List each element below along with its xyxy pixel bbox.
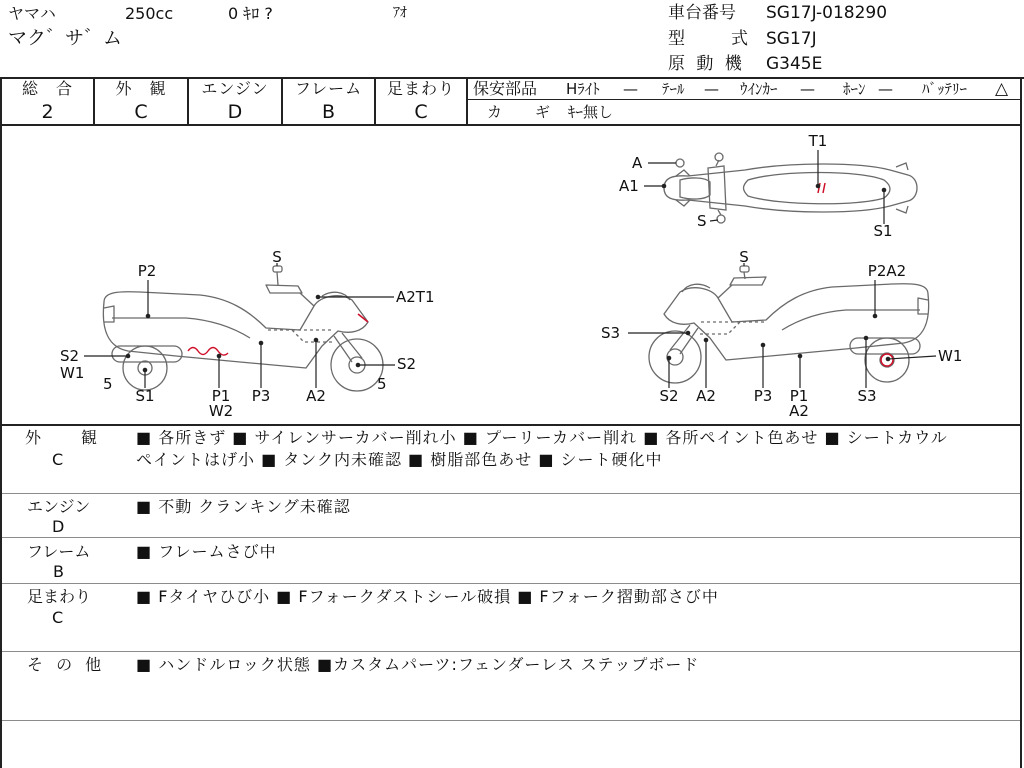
remark-text-suspension: ■ Fタイヤひび小 ■ Fフォークダストシール破損 ■ Fフォーク摺動部さび中	[136, 589, 719, 605]
remark-text-engine: ■ 不動 クランキング未確認	[136, 499, 351, 515]
color-name: ｱｵ	[393, 5, 407, 21]
leader-dots	[126, 184, 891, 373]
safety-item-turn-signal-status: —	[800, 80, 815, 98]
remark-label-exterior: 外 観	[25, 428, 110, 447]
remark-label-suspension: 足まわり	[27, 587, 92, 606]
diagram-label: S2	[659, 387, 679, 405]
safety-item-horn: ﾎｰﾝ	[843, 80, 866, 98]
safety-parts-label: 保安部品	[473, 79, 538, 98]
model-code-label: 型 式	[668, 29, 752, 49]
remark-grade-frame: B	[53, 562, 64, 581]
diagram-label: A2T1	[396, 288, 435, 306]
grade-header-overall: 総 合	[21, 79, 73, 98]
remark-text-other: ■ ハンドルロック状態 ■カスタムパーツ:フェンダーレス ステップボード	[136, 657, 700, 673]
grade-value-exterior: C	[134, 101, 148, 123]
diagram-label: W2	[208, 402, 234, 420]
safety-item-headlight-status: —	[623, 80, 638, 98]
remark-label-engine: エンジン	[27, 497, 91, 516]
key-value: ｷｰ無し	[568, 103, 614, 121]
diagram-label: P3	[251, 387, 271, 405]
diagram-label: P2	[137, 262, 157, 280]
grade-value-frame: B	[321, 101, 336, 123]
diagram-label: A2	[306, 387, 326, 405]
diagram-label: S2	[397, 355, 417, 373]
right-mirror	[740, 266, 749, 272]
left-mirror	[273, 266, 282, 272]
diagram-label: 5	[103, 375, 113, 393]
diagram-label: S	[739, 248, 749, 266]
left-mirror-stalk	[277, 272, 278, 285]
remark-grade-engine: D	[52, 517, 65, 536]
remark-grade-exterior: C	[52, 450, 64, 469]
diagram-label: S3	[857, 387, 877, 405]
remark-text-frame: ■ フレームさび中	[136, 544, 277, 560]
frame-number-label: 車台番号	[668, 3, 736, 23]
right-side-scooter-drawing	[649, 277, 929, 383]
diagram-label: S	[272, 248, 282, 266]
diagram-label: W1	[60, 364, 85, 382]
remark-text-exterior-line2: ペイントはげ小 ■ タンク内未確認 ■ 樹脂部色あせ ■ シート硬化中	[136, 452, 663, 468]
diagram-label: 5	[377, 375, 387, 393]
key-label: カ ギ	[487, 103, 560, 121]
diagram-label: A1	[619, 177, 639, 195]
model-code: SG17J	[766, 29, 817, 49]
safety-item-taillight-status: —	[704, 80, 719, 98]
mileage: 0 ｷﾛ ?	[228, 4, 273, 23]
diagram-label: A2	[789, 402, 809, 420]
diagram-label: S2	[60, 347, 80, 365]
grade-value-overall: 2	[41, 101, 54, 123]
diagram-label: A2	[696, 387, 716, 405]
safety-item-battery: ﾊﾞｯﾃﾘｰ	[922, 80, 968, 98]
grade-value-suspension: C	[414, 101, 428, 123]
diagram-label: A	[632, 154, 643, 172]
safety-item-turn-signal: ｳｲﾝｶｰ	[740, 80, 778, 98]
diagram-label: S3	[601, 324, 621, 342]
grade-value-engine: D	[227, 101, 243, 123]
remark-label-other: そ の 他	[27, 655, 106, 674]
damage-mark	[188, 348, 228, 356]
safety-item-horn-status: —	[878, 80, 893, 98]
diagram-label: S1	[873, 222, 893, 240]
grade-header-suspension: 足まわり	[386, 79, 455, 98]
grade-header-exterior: 外 観	[115, 79, 167, 98]
maker-name: ヤマハ	[8, 4, 56, 23]
frame-number: SG17J-018290	[766, 3, 888, 23]
remark-label-frame: フレーム	[27, 542, 91, 561]
remark-text-exterior-line1: ■ 各所きず ■ サイレンサーカバー削れ小 ■ プーリーカバー削れ ■ 各所ペイント色あせ ■ シートカウル	[136, 430, 948, 446]
diagram-label: W1	[938, 347, 963, 365]
diagram-label: T1	[808, 132, 828, 150]
diagram-label: S	[697, 212, 707, 230]
engine-code: G345E	[766, 54, 823, 74]
safety-item-taillight: ﾃｰﾙ	[662, 80, 685, 98]
model-name: マク゛サ゛ム	[8, 27, 123, 49]
safety-item-battery-status: △	[995, 79, 1009, 99]
diagram-label: P3	[753, 387, 773, 405]
grade-header-engine: エンジン	[201, 79, 269, 98]
diagram-label: P2A2	[867, 262, 907, 280]
safety-item-headlight: Hﾗｲﾄ	[566, 80, 600, 98]
diagram-label: S1	[135, 387, 155, 405]
diagram-label: P1	[211, 387, 231, 405]
displacement: 250cc	[125, 4, 174, 23]
grade-header-frame: フレーム	[294, 79, 363, 98]
remark-grade-suspension: C	[52, 608, 64, 627]
diagram-label: P1	[789, 387, 809, 405]
engine-code-label: 原 動 機	[668, 54, 745, 74]
